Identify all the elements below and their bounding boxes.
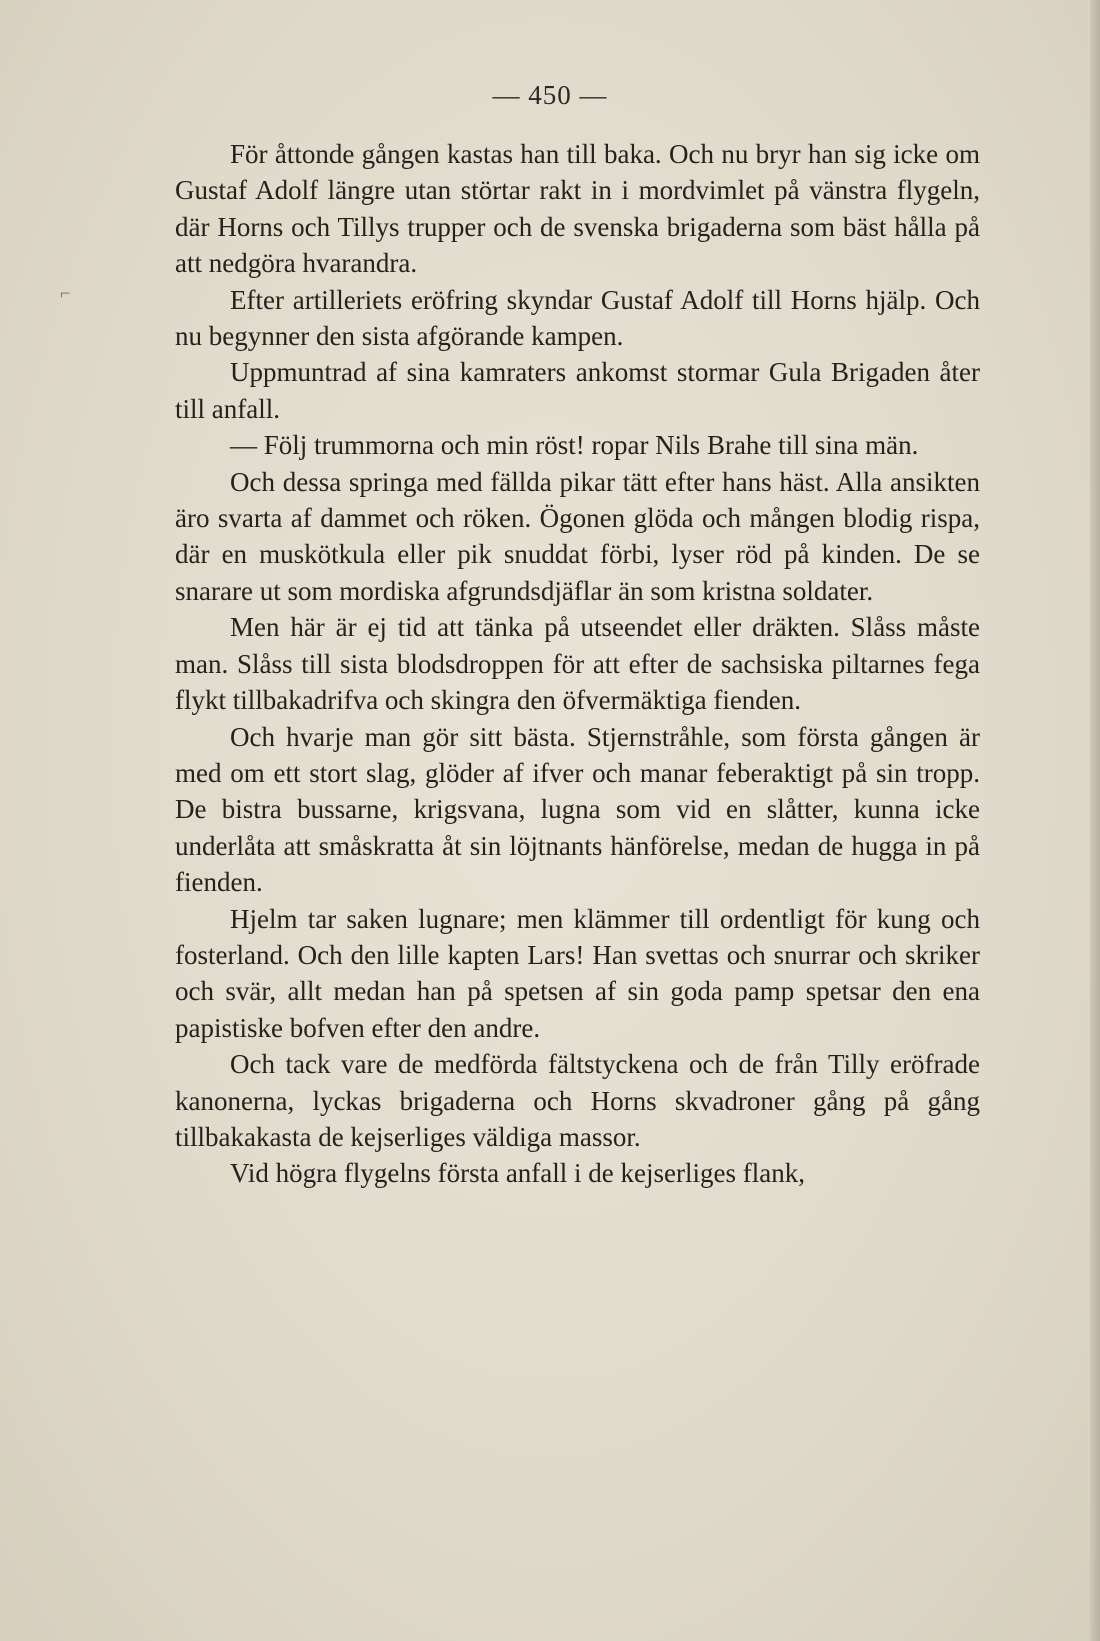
paragraph: För åttonde gången kastas han till baka. Och nu bryr han sig icke om Gustaf Adolf längre utan störtar rakt in i mordvimlet på vänstra flygeln, där Horns och Tillys trupper och de svenska brigaderna som bäst hålla på att nedgöra hvarandra. — [175, 139, 980, 279]
page-edge-shadow — [1090, 0, 1100, 1641]
page-number: — 450 — — [492, 80, 608, 110]
paragraph: Och dessa springa med fällda pikar tätt efter hans häst. Alla ansikten äro svarta af dammet och röken. Ögonen glöda och mången blodig rispa, där en muskötkula eller pik snuddat förbi, lyser röd på kinden. De se snarare ut som mordiska afgrundsdjäflar än som kristna soldater. — [175, 466, 980, 606]
body-text — [175, 136, 980, 1192]
paragraph: Efter artilleriets eröfring skyndar Gustaf Adolf till Horns hjälp. Och nu begynner den sista afgörande kampen. — [175, 284, 980, 352]
paragraph: Och tack vare de medförda fältstyckena och de från Tilly eröfrade kanonerna, lyckas brigaderna och Horns skvadroner gång på gång tillbakakasta de kejserliges väldiga massor. — [175, 1049, 980, 1152]
paragraph: Men här är ej tid att tänka på utseendet eller dräkten. Slåss måste man. Slåss till sista blodsdroppen för att efter de sachsiska piltarnes fega flykt tillbakadrifva och skingra den öfvermäktiga fienden. — [175, 612, 980, 716]
margin-mark: ⌐ — [60, 283, 71, 303]
paragraph: Uppmuntrad af sina kamraters ankomst stormar Gula Brigaden åter till anfall. — [175, 357, 980, 424]
paragraph: Och hvarje man gör sitt bästa. Stjernstråhle, som första gången är med om ett stort slag, glöder af ifver och manar feberaktigt på sin tropp. De bistra bussarne, krigsvana, lugna som vid en slåtter, kunna icke underlåta att småskratta åt sin löjtnants hänförelse, medan de hugga in på fienden. — [175, 721, 980, 898]
paragraph: Hjelm tar saken lugnare; men klämmer till ordentligt för kung och fosterland. Och den lille kapten Lars! Han svettas och snurrar och skriker och svär, allt medan han på spetsen af sin goda pamp spetsar den ena papistiske bofven efter den andre. — [175, 903, 980, 1043]
paragraph: — Följ trummorna och min röst! ropar Nils Brahe till sina män. — [230, 430, 919, 461]
paragraph: Vid högra flygelns första anfall i de kejserliges flank, — [230, 1158, 805, 1189]
